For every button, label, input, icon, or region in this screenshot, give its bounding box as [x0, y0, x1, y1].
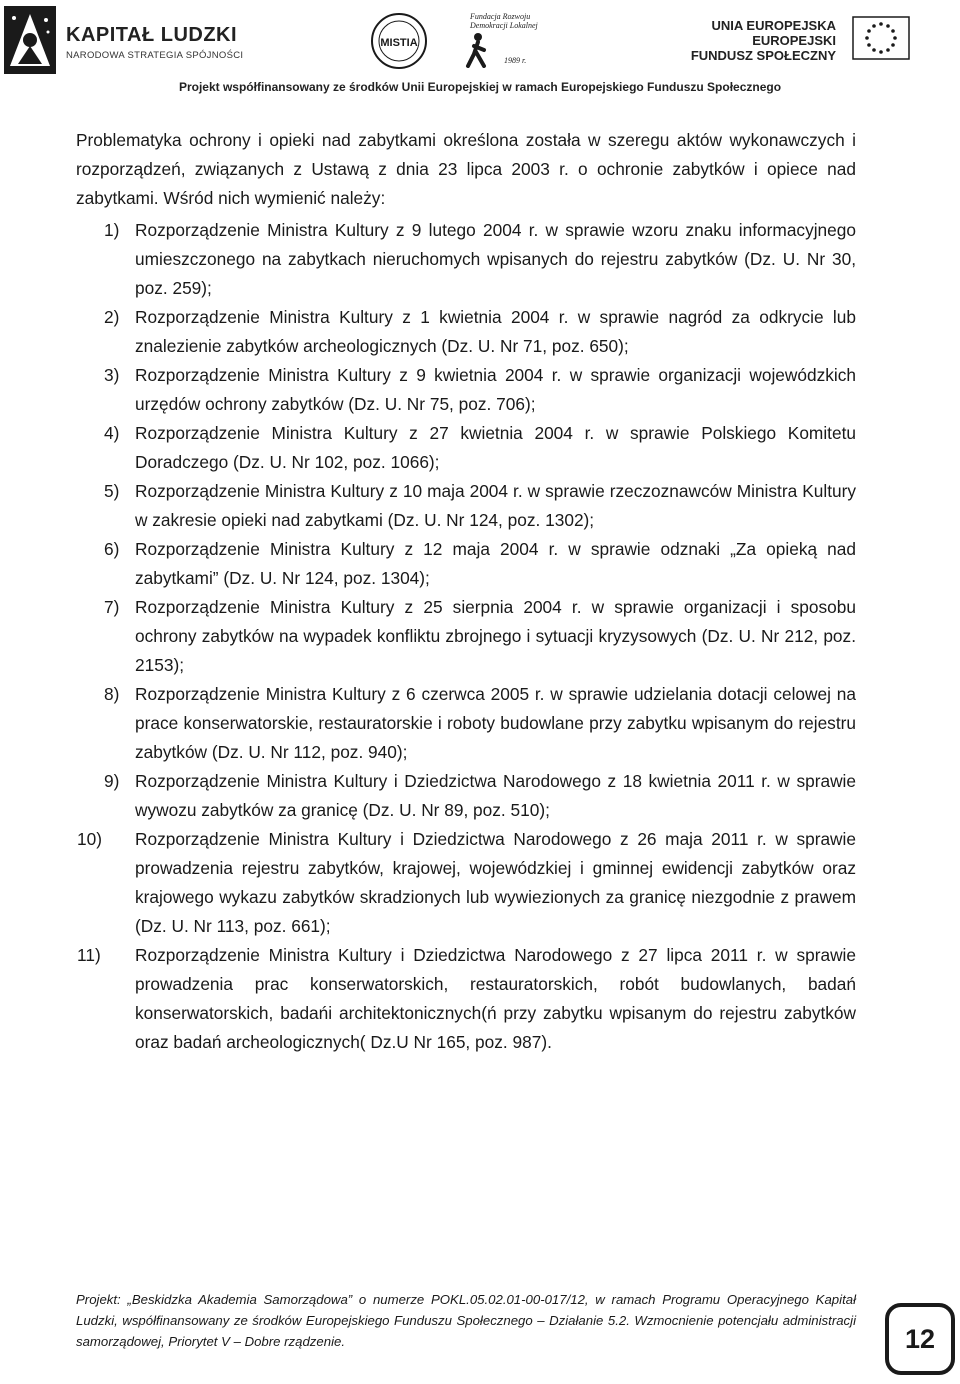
- ue-line-1: UNIA EUROPEJSKA: [711, 18, 836, 33]
- list-item-text: Rozporządzenie Ministra Kultury z 12 maja 2004 r. w sprawie odznaki „Za opieką nad zabytkami” (Dz. U. Nr 124, poz. 1304);: [135, 539, 856, 588]
- list-item-number: 3): [104, 365, 120, 385]
- kapital-ludzki-logo: [4, 6, 244, 74]
- list-item: [76, 941, 856, 1057]
- list-item: [76, 419, 856, 477]
- list-item-text: Rozporządzenie Ministra Kultury z 25 sierpnia 2004 r. w sprawie organizacji i sposobu ochrony zabytków na wypadek konfliktu zbrojnego i sytuacji kryzysowych (Dz. U. Nr 212, poz. 2153);: [135, 597, 856, 675]
- fundacja-year: 1989 r.: [504, 56, 527, 65]
- kapital-ludzki-subtitle: NARODOWA STRATEGIA SPÓJNOŚCI: [66, 50, 244, 61]
- list-item-number: 7): [104, 597, 120, 617]
- project-cofinancing-line: Projekt współfinansowany ze środków Unii Europejskiej w ramach Europejskiego Funduszu Społecznego: [178, 80, 782, 94]
- walking-figure-icon: [464, 32, 492, 68]
- list-item: [76, 825, 856, 941]
- eu-flag-icon: [852, 16, 910, 60]
- fundacja-name: Fundacja Rozwoju Demokracji Lokalnej: [470, 12, 538, 30]
- mistia-logo: [370, 12, 428, 70]
- list-item-number: 4): [104, 423, 120, 443]
- list-item-number: 1): [104, 220, 120, 240]
- list-item-text: Rozporządzenie Ministra Kultury i Dziedzictwa Narodowego z 27 lipca 2011 r. w sprawie prowadzenia prac konserwatorskich, restauratorskich, robót budowlanych, badań konserwatorskich, badańi architektonicznych(ń przy zabytku wpisanym do rejestru zabytków oraz badań archeologicznych( Dz.U Nr 165, poz. 987).: [135, 945, 856, 1052]
- list-item: [76, 477, 856, 535]
- fundacja-logo: [460, 12, 540, 72]
- kapital-ludzki-title: KAPITAŁ LUDZKI: [66, 24, 238, 46]
- page-footer: Projekt: „Beskidzka Akademia Samorządowa” o numerze POKL.05.02.01-00-017/12, w ramach Programu Operacyjnego Kapitał Ludzki, współfinansowany ze środków Europejskiego Funduszu Społecznego – Działanie 5.2. Wzmocnienie potencjału administracji samorządowej, Priorytet V – Dobre rządzenie.: [76, 1292, 856, 1349]
- ue-line-3: FUNDUSZ SPOŁECZNY: [690, 48, 836, 63]
- list-item-text: Rozporządzenie Ministra Kultury z 9 lutego 2004 r. w sprawie wzoru znaku informacyjnego umieszczonego na zabytkach nieruchomych wpisanych do rejestru zabytków (Dz. U. Nr 30, poz. 259);: [135, 220, 856, 298]
- list-item-number: 2): [104, 307, 120, 327]
- list-item-text: Rozporządzenie Ministra Kultury i Dziedzictwa Narodowego z 26 maja 2011 r. w sprawie prowadzenia rejestru zabytków, krajowej, wojewódzkiej i gminnej ewidencji zabytków oraz krajowego wykazu zabytków skradzionych lub wywiezionych za granicę niezgodnie z prawem (Dz. U. Nr 113, poz. 661);: [135, 829, 856, 936]
- kapital-ludzki-emblem-icon: [4, 6, 56, 74]
- list-item: [76, 216, 856, 303]
- page-header: [0, 0, 960, 100]
- intro-paragraph: Problematyka ochrony i opieki nad zabytkami określona została w szeregu aktów wykonawczych i rozporządzeń, związanych z Ustawą z dnia 23 lipca 2003 r. o ochronie zabytków i opiece nad zabytkami. Wśród nich wymienić należy:: [76, 130, 856, 208]
- list-item: [76, 767, 856, 825]
- regulations-list: [76, 216, 856, 1057]
- list-item-text: Rozporządzenie Ministra Kultury z 27 kwietnia 2004 r. w sprawie Polskiego Komitetu Doradczego (Dz. U. Nr 102, poz. 1066);: [135, 423, 856, 472]
- list-item-text: Rozporządzenie Ministra Kultury i Dziedzictwa Narodowego z 18 kwietnia 2011 r. w sprawie wywozu zabytków za granicę (Dz. U. Nr 89, poz. 510);: [135, 771, 856, 820]
- ue-line-2: EUROPEJSKI: [752, 33, 836, 48]
- list-item-number: 5): [104, 481, 120, 501]
- document-body: [76, 126, 856, 1057]
- list-item-number: 8): [104, 684, 120, 704]
- list-item: [76, 535, 856, 593]
- list-item-number: 9): [104, 771, 120, 791]
- list-item-text: Rozporządzenie Ministra Kultury z 1 kwietnia 2004 r. w sprawie nagród za odkrycie lub znalezienie zabytków archeologicznych (Dz. U. Nr 71, poz. 650);: [135, 307, 856, 356]
- list-item-text: Rozporządzenie Ministra Kultury z 6 czerwca 2005 r. w sprawie udzielania dotacji celowej na prace konserwatorskie, restauratorskie i roboty budowlane przy zabytku wpisanym do rejestru zabytków (Dz. U. Nr 112, poz. 940);: [135, 684, 856, 762]
- list-item: [76, 680, 856, 767]
- list-item: [76, 361, 856, 419]
- list-item: [76, 303, 856, 361]
- list-item-number: 11): [77, 945, 101, 965]
- ue-text-block: [691, 18, 836, 63]
- mistia-logo-text: MISTIA: [380, 37, 418, 49]
- list-item-number: 6): [104, 539, 120, 559]
- list-item: [76, 593, 856, 680]
- page-number: 12: [885, 1303, 955, 1375]
- list-item-text: Rozporządzenie Ministra Kultury z 9 kwietnia 2004 r. w sprawie organizacji wojewódzkich urzędów ochrony zabytków (Dz. U. Nr 75, poz. 706);: [135, 365, 856, 414]
- list-item-number: 10): [77, 829, 102, 849]
- list-item-text: Rozporządzenie Ministra Kultury z 10 maja 2004 r. w sprawie rzeczoznawców Ministra Kultury w zakresie opieki nad zabytkami (Dz. U. Nr 124, poz. 1302);: [135, 481, 856, 530]
